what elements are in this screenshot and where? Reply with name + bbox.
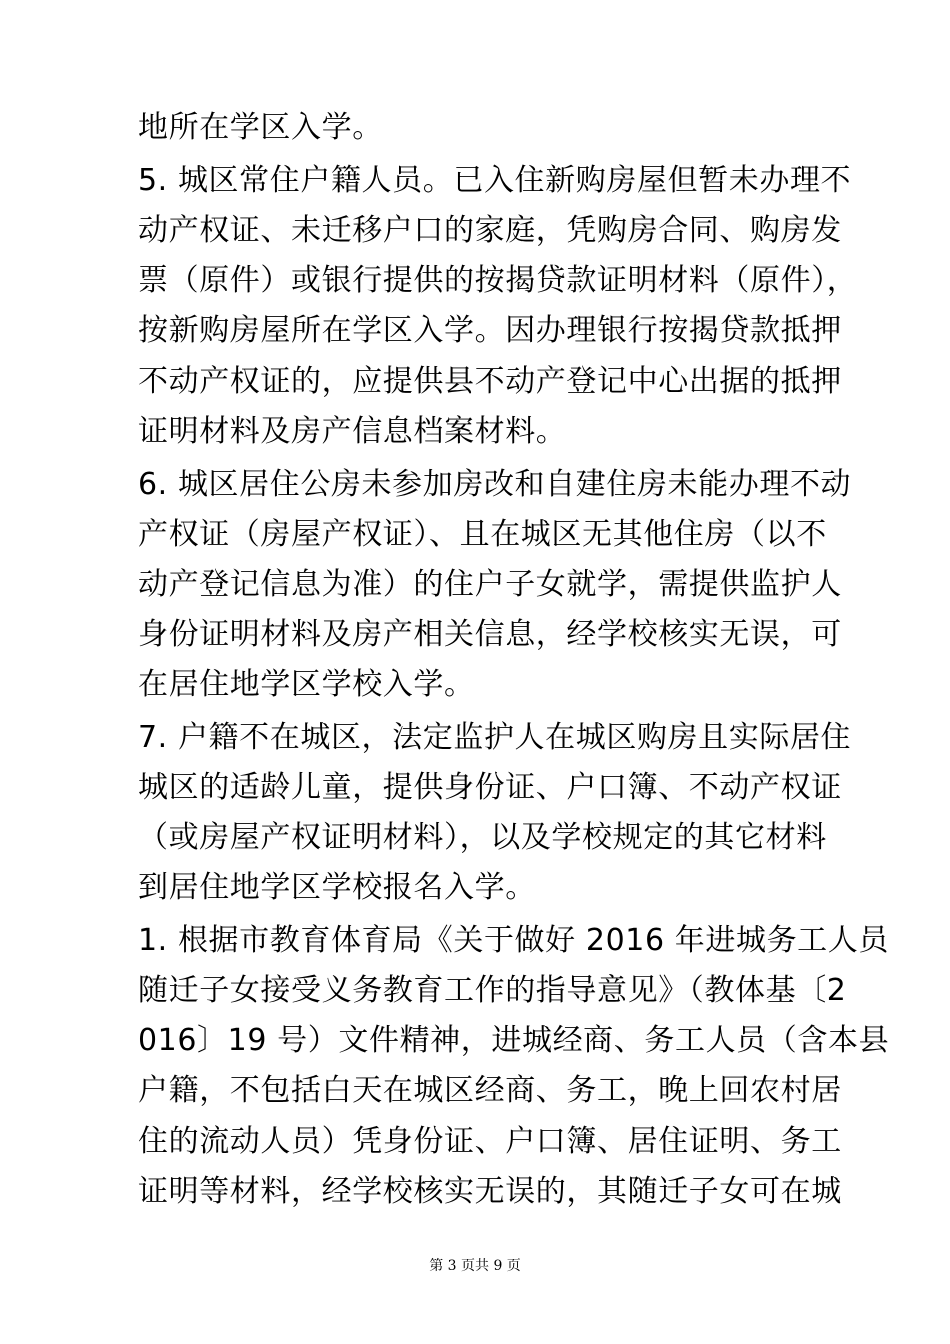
text-line: 证明材料及房产信息档案材料。 [138,414,567,449]
text-line: 随迁子女接受义务教育工作的指导意见》（教体基〔2 [138,973,847,1008]
text-line: 6. 城区居住公房未参加房改和自建住房未能办理不动 [138,467,852,502]
text-line: 证明等材料，经学校核实无误的，其随迁子女可在城 [138,1174,842,1209]
text-line: （或房屋产权证明材料），以及学校规定的其它材料 [138,820,827,855]
text-line: 户籍，不包括白天在城区经商、务工，晚上回农村居 [138,1073,842,1108]
text-line: 7. 户籍不在城区，法定监护人在城区购房且实际居住 [138,720,852,755]
text-line: 地所在学区入学。 [138,110,383,145]
text-line: 票（原件）或银行提供的按揭贷款证明材料（原件）， [138,263,858,298]
text-line: 产权证（房屋产权证）、且在城区无其他住房（以不 [138,517,827,552]
text-line: 016〕19 号）文件精神，进城经商、务工人员（含本县 [138,1023,890,1058]
text-line: 按新购房屋所在学区入学。因办理银行按揭贷款抵押 [138,313,842,348]
text-line: 动产权证、未迁移户口的家庭，凭购房合同、购房发 [138,213,842,248]
page-number-footer: 第 3 页共 9 页 [429,1258,521,1274]
text-line: 住的流动人员）凭身份证、户口簿、居住证明、务工 [138,1124,842,1159]
text-line: 不动产权证的，应提供县不动产登记中心出据的抵押 [138,364,842,399]
text-line: 1. 根据市教育体育局《关于做好 2016 年进城务工人员 [138,923,889,958]
text-line: 动产登记信息为准）的住户子女就学，需提供监护人 [138,567,842,602]
text-line: 城区的适龄儿童，提供身份证、户口簿、不动产权证 [138,770,842,805]
text-line: 在居住地学区学校入学。 [138,667,475,702]
text-line: 5. 城区常住户籍人员。已入住新购房屋但暂未办理不 [138,163,852,198]
text-line: 到居住地学区学校报名入学。 [138,870,536,905]
text-line: 身份证明材料及房产相关信息，经学校核实无误，可 [138,617,842,652]
